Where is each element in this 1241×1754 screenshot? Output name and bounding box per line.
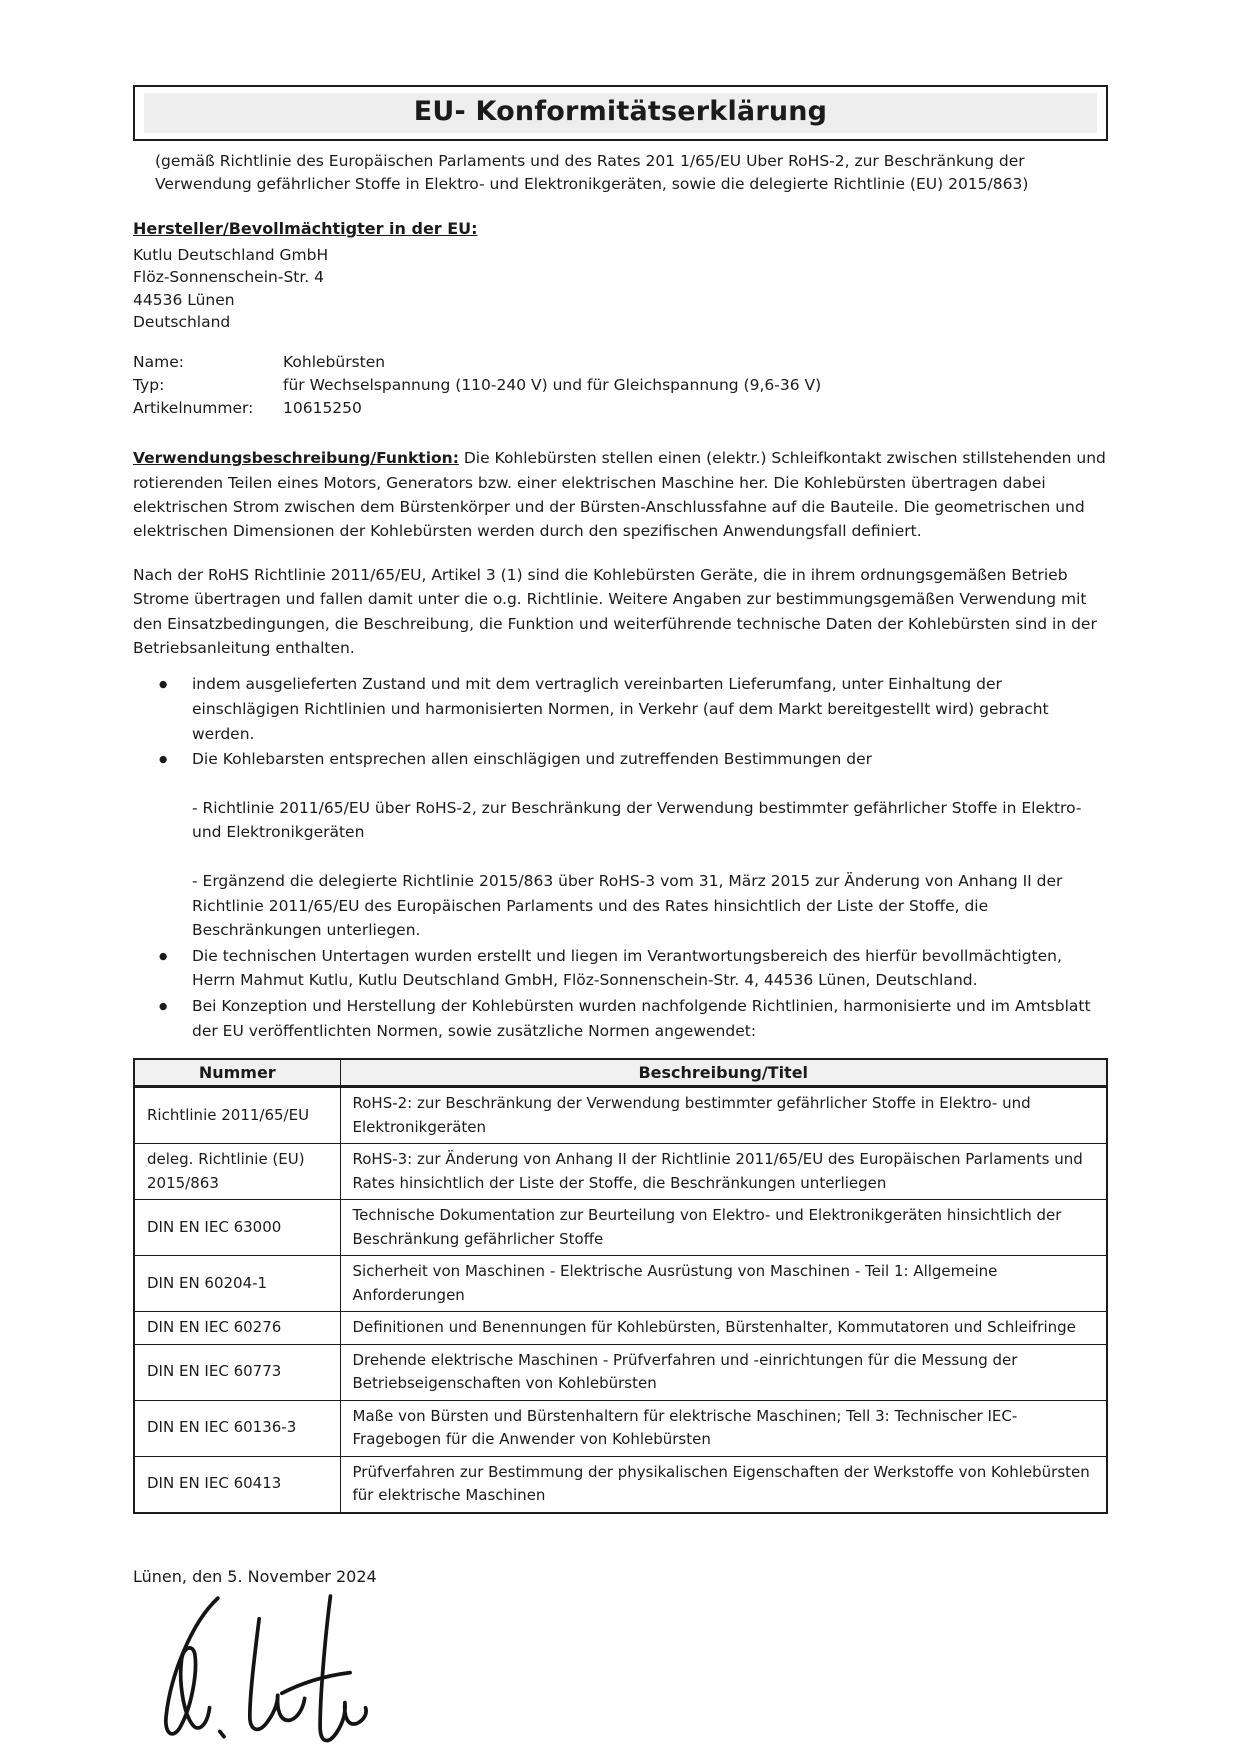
table-header-beschreibung: Beschreibung/Titel: [340, 1059, 1107, 1087]
bullet-item-3: [192, 944, 1108, 993]
table-row: [134, 1144, 1107, 1200]
table-row: [134, 1400, 1107, 1456]
field-name-value: Kohlebürsten: [283, 353, 386, 372]
rohs-scope-paragraph: Nach der RoHS Richtlinie 2011/65/EU, Artikel 3 (1) sind die Kohlebürsten Geräte, die in ihrem ordnungsgemäßen Betrieb Strome übertragen und fallen damit unter die o.g. Richtlinie. Weitere Angaben zur bestimmungsgemäßen Verwendung mit den Einsatzbedingungen, die Beschreibung, die Funktion und weiterführende technische Daten der Kohlebürsten sind in der Betriebsanleitung enthalten.: [133, 565, 1097, 658]
manufacturer-heading: Hersteller/Bevollmächtigter in der EU:: [133, 219, 478, 238]
field-typ: [133, 374, 1108, 397]
norm-number: DIN EN 60204-1: [134, 1256, 340, 1312]
table-row: [134, 1256, 1107, 1312]
norms-table: [133, 1058, 1108, 1514]
norm-number: DIN EN IEC 60276: [134, 1312, 340, 1345]
address-company: Kutlu Deutschland GmbH: [133, 246, 329, 264]
norm-title: RoHS-2: zur Beschränkung der Verwendung bestimmter gefährlicher Stoffe in Elektro- und Elektronikgeräten: [340, 1087, 1107, 1144]
field-artikelnummer-value: 10615250: [283, 399, 362, 418]
field-name-label: Name:: [133, 353, 184, 372]
bullet-2-sub-1: - Richtlinie 2011/65/EU über RoHS-2, zur Beschränkung der Verwendung bestimmter gefährlicher Stoffe in Elektro- und Elektronikgeräten: [192, 798, 1082, 842]
manufacturer-address: [133, 244, 1108, 333]
bullet-item-2: [192, 747, 1108, 943]
bullet-item-1: [192, 672, 1108, 746]
bullet-3-text: ● Die technischen Untertagen wurden erstellt und liegen im Verantwortungsbereich des hierfür bevollmächtigten, Herrn Mahmut Kutlu, Kutlu Deutschland GmbH, Flöz-Sonnenschein-Str. 4, 44536 Lünen, Deutschland.: [192, 946, 1062, 990]
declaration-bullets: [133, 672, 1108, 1043]
table-header-row: [134, 1059, 1107, 1087]
norm-number: Richtlinie 2011/65/EU: [134, 1087, 340, 1144]
table-row: [134, 1344, 1107, 1400]
title-subtitle: (gemäß Richtlinie des Europäischen Parlaments und des Rates 201 1/65/EU Uber RoHS-2, zur Beschränkung der Verwendung gefährlicher Stoffe in Elektro- und Elektronikgeräten, sowie die delegierte Richtlinie (EU) 2015/863): [155, 152, 1029, 193]
field-typ-value: für Wechselspannung (110-240 V) und für Gleichspannung (9,6-36 V): [283, 376, 822, 395]
field-artikelnummer-label: Artikelnummer:: [133, 399, 254, 418]
field-name: [133, 351, 1108, 374]
norm-title: RoHS-3: zur Änderung von Anhang II der Richtlinie 2011/65/EU des Europäischen Parlaments und Rates hinsichtlich der Liste der Stoffe, die Beschränkungen unterliegen: [340, 1144, 1107, 1200]
norm-number: DIN EN IEC 60413: [134, 1456, 340, 1513]
table-row: [134, 1200, 1107, 1256]
bullet-4-text: ● Bei Konzeption und Herstellung der Kohlebürsten wurden nachfolgende Richtlinien, harmonisierte und im Amtsblatt der EU veröffentlichten Normen, sowie zusätzliche Normen angewendet:: [192, 996, 1091, 1040]
table-row: [134, 1312, 1107, 1345]
bullet-2-text: ● Die Kohlebarsten entsprechen allen einschlägigen und zutreffenden Bestimmungen der: [192, 750, 873, 769]
usage-heading: Verwendungsbeschreibung/Funktion:: [133, 449, 459, 468]
table-row: [134, 1087, 1107, 1144]
address-country: Deutschland: [133, 312, 231, 331]
handwritten-signature-image: [125, 1592, 385, 1747]
bullet-item-4: [192, 994, 1108, 1043]
norm-number: deleg. Richtlinie (EU) 2015/863: [134, 1144, 340, 1200]
norm-number: DIN EN IEC 63000: [134, 1200, 340, 1256]
place-date-line: Lünen, den 5. November 2024: [133, 1566, 377, 1586]
address-street: Flöz-Sonnenschein-Str. 4: [133, 268, 325, 287]
table-row: [134, 1456, 1107, 1513]
norm-title: Drehende elektrische Maschinen - Prüfverfahren und -einrichtungen für die Messung der Betriebseigenschaften von Kohlebürsten: [340, 1344, 1107, 1400]
table-header-nummer: Nummer: [134, 1059, 340, 1087]
address-city: 44536 Lünen: [133, 290, 235, 309]
page-title: EU- Konformitätserklärung: [144, 93, 1097, 133]
field-typ-label: Typ:: [133, 376, 165, 395]
usage-text: Die Kohlebürsten stellen einen (elektr.) Schleifkontakt zwischen stillstehenden und rotierenden Teilen eines Motors, Generators bzw. einer elektrischen Maschine her. Die Kohlebürsten übertragen dabei elektrischen Strom zwischen dem Bürstenkörper und der Bürsten-Anschlussfahne auf die Bauteile. Die geometrischen und elektrischen Dimensionen der Kohlebürsten werden durch den spezifischen Anwendungsfall definiert.: [133, 449, 1106, 541]
title-box: [133, 85, 1108, 141]
bullet-2-sub-2: - Ergänzend die delegierte Richtlinie 2015/863 über RoHS-3 vom 31, März 2015 zur Änderung von Anhang II der Richtlinie 2011/65/EU des Europäischen Parlaments und des Rates hinsichtlich der Liste der Stoffe, die Beschränkungen unterliegen.: [192, 872, 1063, 940]
product-fields: [133, 351, 1108, 420]
norm-title: Prüfverfahren zur Bestimmung der physikalischen Eigenschaften der Werkstoffe von Kohlebürsten für elektrische Maschinen: [340, 1456, 1107, 1513]
norm-title: Definitionen und Benennungen für Kohlebürsten, Bürstenhalter, Kommutatoren und Schleifringe: [340, 1312, 1107, 1345]
bullet-1-text: ● indem ausgelieferten Zustand und mit dem vertraglich vereinbarten Lieferumfang, unter Einhaltung der einschlägigen Richtlinien und harmonisierten Normen, in Verkehr (auf dem Markt bereitgestellt wird) gebracht werden.: [192, 675, 1049, 743]
norm-title: Maße von Bürsten und Bürstenhaltern für elektrische Maschinen; Tell 3: Technischer IEC-Fragebogen für die Anwender von Kohlebürsten: [340, 1400, 1107, 1456]
norm-title: Technische Dokumentation zur Beurteilung von Elektro- und Elektronikgeräten hinsichtlich der Beschränkung gefährlicher Stoffe: [340, 1200, 1107, 1256]
usage-paragraph: [133, 446, 1108, 544]
norm-title: Sicherheit von Maschinen - Elektrische Ausrüstung von Maschinen - Teil 1: Allgemeine Anforderungen: [340, 1256, 1107, 1312]
field-artikelnummer: [133, 397, 1108, 420]
norm-number: DIN EN IEC 60136-3: [134, 1400, 340, 1456]
norm-number: DIN EN IEC 60773: [134, 1344, 340, 1400]
